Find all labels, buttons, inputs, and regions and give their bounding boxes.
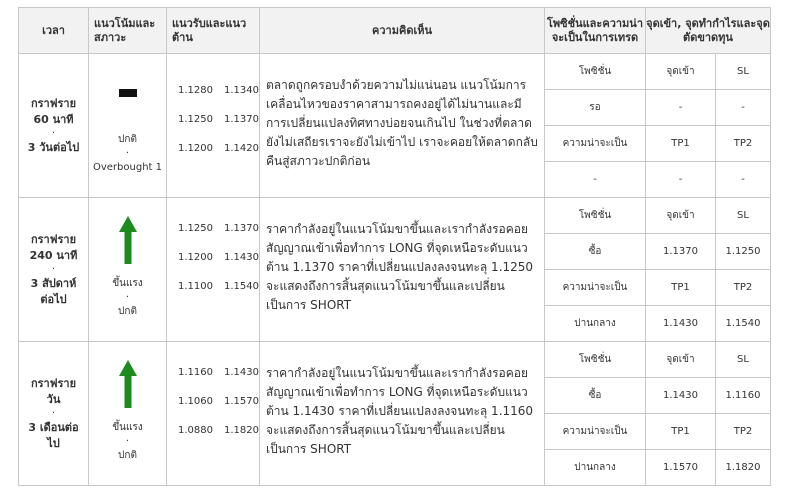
- trade-position-cell: -: [545, 162, 646, 198]
- resistance-value: 1.1820: [224, 425, 259, 436]
- resistance-value: 1.1540: [224, 281, 259, 292]
- trend-cell: [89, 198, 167, 342]
- comment-cell: ราคากำลังอยู่ในแนวโน้มขาขึ้นและเรากำลังรอคอยสัญญาณเข้าเพื่อทำการ LONG ที่จุดเหนือระดับแนวต้าน 1.1430 ราคาที่เปลี่ยนแปลงลงจนทะลุ 1.1160 จะแสดงถึงการสิ้นสุดแนวโน้มขาขึ้นและเปลี่ยนเป็นการ SHORT: [260, 342, 545, 486]
- timeframe-cell: [19, 198, 89, 342]
- timeframe-line: ต่อไป: [40, 292, 67, 306]
- trade-sl-cell: -: [716, 162, 771, 198]
- level-pair: [167, 358, 259, 387]
- flat-dash-icon: [119, 89, 137, 97]
- forecast-table-wrapper: [18, 7, 771, 486]
- support-value: 1.1200: [178, 143, 213, 154]
- trade-position-cell: ปานกลาง: [545, 450, 646, 486]
- support-value: 1.1200: [178, 252, 213, 263]
- trade-position-cell: ความน่าจะเป็น: [545, 414, 646, 450]
- trade-position-cell: ความน่าจะเป็น: [545, 270, 646, 306]
- support-value: 1.1250: [178, 223, 213, 234]
- resistance-value: 1.1370: [224, 223, 259, 234]
- trade-sl-cell: TP2: [716, 126, 771, 162]
- trade-sl-cell: 1.1540: [716, 306, 771, 342]
- trend-status: ปกติ: [118, 134, 137, 145]
- trade-sl-cell: TP2: [716, 414, 771, 450]
- timeframe-line: ไป: [47, 436, 60, 450]
- separator-dot: ·: [125, 436, 130, 447]
- header-trend: แนวโน้มและสภาวะ: [89, 8, 167, 54]
- timeframe-line: 240 นาที: [29, 248, 78, 262]
- timeframe-line: วัน: [46, 392, 61, 406]
- timeframe-line: กราฟราย: [30, 96, 77, 110]
- support-value: 1.0880: [178, 425, 213, 436]
- trade-entry-cell: TP1: [646, 414, 716, 450]
- trade-position-cell: ซื้อ: [545, 234, 646, 270]
- header-row: [19, 8, 771, 54]
- timeframe-line: กราฟราย: [30, 232, 77, 246]
- resistance-value: 1.1340: [224, 85, 259, 96]
- separator-dot: ·: [51, 407, 56, 419]
- support-value: 1.1060: [178, 396, 213, 407]
- trade-position-cell: รอ: [545, 90, 646, 126]
- table-row: [19, 54, 771, 90]
- trend-status: ขึ้นแรง: [112, 422, 143, 433]
- trade-position-cell: ปานกลาง: [545, 306, 646, 342]
- trade-entry-cell: จุดเข้า: [646, 198, 716, 234]
- timeframe-line: 60 นาที: [33, 112, 74, 126]
- timeframe-line: 3 สัปดาห์: [30, 276, 77, 290]
- level-pair: [167, 105, 259, 134]
- separator-dot: ·: [125, 148, 130, 159]
- header-position: โพซิชั่นและความน่าจะเป็นในการเทรด: [545, 8, 646, 54]
- levels-cell: [167, 54, 260, 198]
- support-value: 1.1160: [178, 367, 213, 378]
- resistance-value: 1.1430: [224, 367, 259, 378]
- comment-cell: ราคากำลังอยู่ในแนวโน้มขาขึ้นและเรากำลังรอคอยสัญญาณเข้าเพื่อทำการ LONG ที่จุดเหนือระดับแนวต้าน 1.1370 ราคาที่เปลี่ยนแปลงลงจนทะลุ 1.1250 จะแสดงถึงการสิ้นสุดแนวโน้มขาขึ้นและเปลี่ยนเป็นการ SHORT: [260, 198, 545, 342]
- trend-status: Overbought 1: [92, 162, 162, 173]
- timeframe-line: 3 วันต่อไป: [27, 140, 80, 154]
- comment-cell: ตลาดถูกครอบงำด้วยความไม่แน่นอน แนวโน้มการเคลื่อนไหวของราคาสามารถคงอยู่ได้ไม่นานและมีการเปลี่ยนแปลงทิศทางบ่อยจนเกินไป ในช่วงที่ตลาดยังไม่เสถียรเราจะยังไม่เข้าไป เราจะคอยให้ตลาดกลับคืนสู่สภาวะปกติก่อน: [260, 54, 545, 198]
- level-pair: [167, 134, 259, 163]
- resistance-value: 1.1430: [224, 252, 259, 263]
- level-pair: [167, 272, 259, 301]
- separator-dot: ·: [125, 292, 130, 303]
- support-value: 1.1280: [178, 85, 213, 96]
- timeframe-line: 3 เดือนต่อ: [28, 420, 79, 434]
- trade-entry-cell: จุดเข้า: [646, 342, 716, 378]
- trade-position-cell: โพซิชั่น: [545, 198, 646, 234]
- trend-status: ปกติ: [118, 306, 137, 317]
- trade-entry-cell: -: [646, 162, 716, 198]
- green-up-arrow-icon: [118, 216, 138, 264]
- trade-sl-cell: 1.1820: [716, 450, 771, 486]
- support-value: 1.1100: [178, 281, 213, 292]
- trade-position-cell: ความน่าจะเป็น: [545, 126, 646, 162]
- trend-cell: [89, 342, 167, 486]
- green-up-arrow-icon: [118, 360, 138, 408]
- trade-entry-cell: 1.1430: [646, 378, 716, 414]
- trade-sl-cell: 1.1160: [716, 378, 771, 414]
- table-row: [19, 342, 771, 378]
- levels-cell: [167, 198, 260, 342]
- trade-entry-cell: 1.1570: [646, 450, 716, 486]
- forecast-table: [18, 7, 771, 486]
- trade-sl-cell: TP2: [716, 270, 771, 306]
- resistance-value: 1.1370: [224, 114, 259, 125]
- separator-dot: ·: [51, 263, 56, 275]
- level-pair: [167, 387, 259, 416]
- table-row: [19, 198, 771, 234]
- level-pair: [167, 214, 259, 243]
- trade-entry-cell: -: [646, 90, 716, 126]
- header-targets: จุดเข้า, จุดทำกำไรและจุดตัดขาดทุน: [646, 8, 771, 54]
- trend-status: ขึ้นแรง: [112, 278, 143, 289]
- resistance-value: 1.1570: [224, 396, 259, 407]
- trade-sl-cell: SL: [716, 342, 771, 378]
- trade-position-cell: ซื้อ: [545, 378, 646, 414]
- support-value: 1.1250: [178, 114, 213, 125]
- trade-position-cell: โพซิชั่น: [545, 54, 646, 90]
- level-pair: [167, 243, 259, 272]
- trade-sl-cell: 1.1250: [716, 234, 771, 270]
- trade-position-cell: โพซิชั่น: [545, 342, 646, 378]
- trade-entry-cell: 1.1430: [646, 306, 716, 342]
- trade-entry-cell: TP1: [646, 126, 716, 162]
- header-levels: แนวรับและแนวต้าน: [167, 8, 260, 54]
- level-pair: [167, 416, 259, 445]
- timeframe-cell: [19, 342, 89, 486]
- trade-sl-cell: SL: [716, 54, 771, 90]
- header-comment: ความคิดเห็น: [260, 8, 545, 54]
- separator-dot: ·: [51, 127, 56, 139]
- timeframe-line: กราฟราย: [30, 376, 77, 390]
- trade-entry-cell: จุดเข้า: [646, 54, 716, 90]
- trade-sl-cell: SL: [716, 198, 771, 234]
- resistance-value: 1.1420: [224, 143, 259, 154]
- trend-cell: [89, 54, 167, 198]
- header-time: เวลา: [19, 8, 89, 54]
- timeframe-cell: [19, 54, 89, 198]
- levels-cell: [167, 342, 260, 486]
- trade-entry-cell: TP1: [646, 270, 716, 306]
- level-pair: [167, 76, 259, 105]
- trade-entry-cell: 1.1370: [646, 234, 716, 270]
- trade-sl-cell: -: [716, 90, 771, 126]
- trend-status: ปกติ: [118, 450, 137, 461]
